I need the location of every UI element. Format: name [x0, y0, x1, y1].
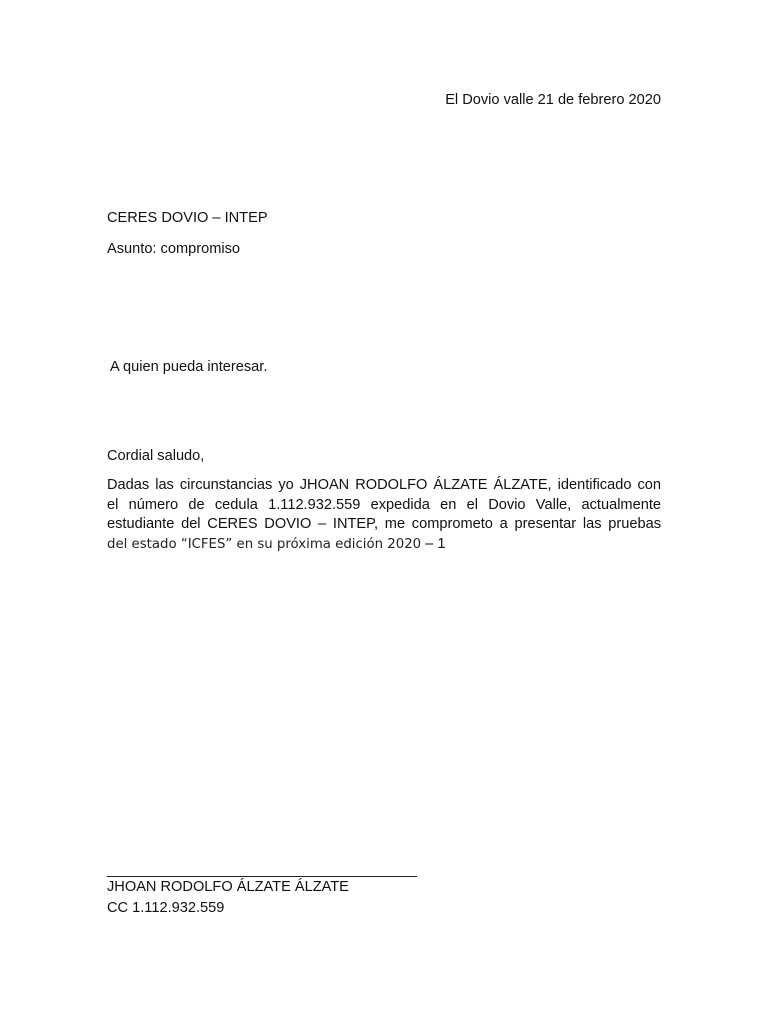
letter-date: El Dovio valle 21 de febrero 2020: [445, 92, 661, 108]
letter-subject: Asunto: compromiso: [107, 241, 241, 257]
body-line-3: estudiante del CERES DOVIO – INTEP, me comprometo a presentar las pruebas: [107, 516, 661, 533]
body-line-4-text: del estado “ICFES” en su próxima edición 2020: [107, 536, 422, 552]
body-line-4: [107, 535, 661, 555]
body-line-4-tail: – 1: [421, 535, 446, 552]
letter-recipient: CERES DOVIO – INTEP: [107, 210, 268, 226]
body-line-2: el número de cedula 1.112.932.559 expedida en el Dovio Valle, actualmente: [107, 496, 661, 513]
signature-line: [107, 876, 417, 877]
letter-salutation: Cordial saludo,: [107, 448, 205, 464]
signature-id: CC 1.112.932.559: [107, 900, 225, 916]
letter-greeting: A quien pueda interesar.: [110, 359, 268, 375]
body-line-1: Dadas las circunstancias yo JHOAN RODOLFO ÁLZATE ÁLZATE, identificado con: [107, 477, 661, 493]
letter-body: [107, 476, 661, 554]
signature-name: JHOAN RODOLFO ÁLZATE ÁLZATE: [107, 879, 349, 895]
